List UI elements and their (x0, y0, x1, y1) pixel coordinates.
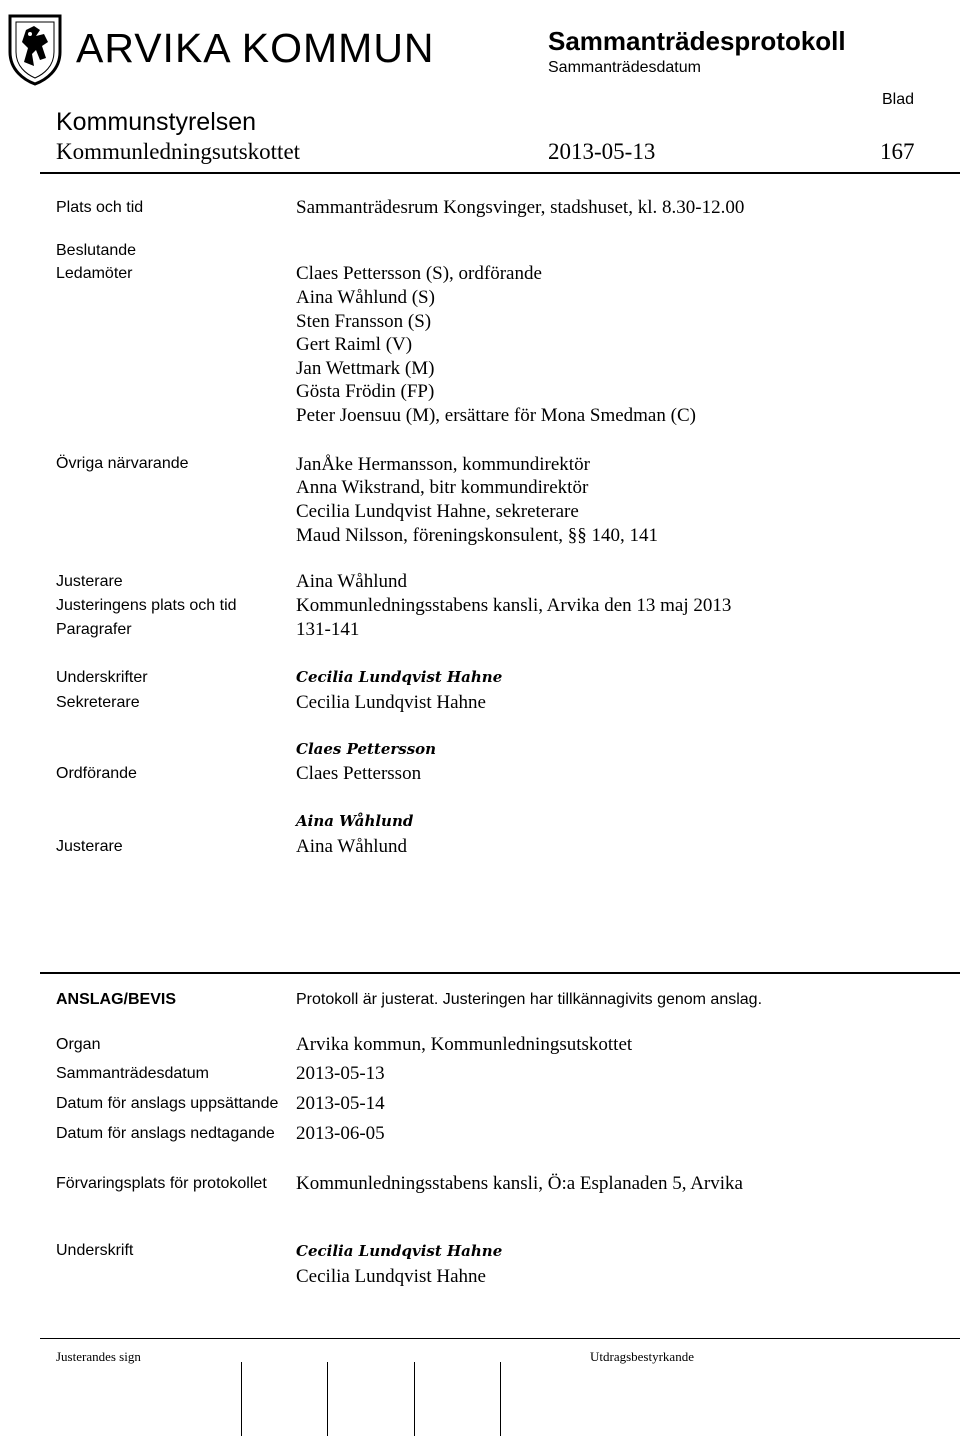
notice-statement: Protokoll är justerat. Justeringen har tillkännagivits genom anslag. (296, 991, 763, 1008)
member-item: Gösta Frödin (FP) (296, 381, 435, 402)
member-item: Claes Pettersson (S), ordförande (296, 263, 542, 284)
document-title: Sammanträdesprotokoll (548, 26, 846, 56)
member-item: Peter Joensuu (M), ersättare för Mona Smedman (C) (296, 405, 696, 426)
attendee-item: Cecilia Lundqvist Hahne, sekreterare (296, 501, 579, 522)
adjuster-name: Aina Wåhlund (296, 836, 407, 857)
meeting-date-label: Sammanträdesdatum (56, 1065, 209, 1082)
signatures-label: Underskrifter (56, 669, 148, 686)
adjust-place-label: Justeringens plats och tid (56, 597, 237, 614)
member-item: Aina Wåhlund (S) (296, 287, 435, 308)
notice-signature-name: Cecilia Lundqvist Hahne (296, 1266, 486, 1287)
posting-date-value: 2013-05-14 (296, 1093, 385, 1114)
others-label: Övriga närvarande (56, 455, 189, 472)
member-item: Jan Wettmark (M) (296, 358, 435, 379)
notice-divider (40, 972, 960, 974)
footer-box-line (414, 1362, 415, 1436)
adjuster-signature: Aina Wåhlund (296, 812, 414, 830)
deciding-label: Beslutande (56, 242, 137, 259)
adjusters-sign-label: Justerandes sign (56, 1349, 141, 1364)
chair-signature: Claes Pettersson (296, 740, 437, 758)
meeting-date: 2013-05-13 (548, 139, 656, 164)
members-label: Ledamöter (56, 265, 133, 282)
member-item: Gert Raiml (V) (296, 334, 413, 355)
adjuster-label: Justerare (56, 573, 123, 590)
footer-box-line (500, 1362, 501, 1436)
attendee-item: Maud Nilsson, föreningskonsulent, §§ 140, 141 (296, 525, 659, 546)
paragraphs-label: Paragrafer (56, 621, 132, 638)
paragraphs-value: 131-141 (296, 619, 360, 640)
notice-heading: ANSLAG/BEVIS (56, 991, 177, 1008)
place-value: Sammanträdesrum Kongsvinger, stadshuset, kl. 8.30-12.00 (296, 197, 745, 218)
place-label: Plats och tid (56, 199, 144, 216)
body-name: Kommunstyrelsen (56, 108, 257, 136)
footer-divider (40, 1338, 960, 1339)
secretary-name: Cecilia Lundqvist Hahne (296, 692, 486, 713)
adjust-place-value: Kommunledningsstabens kansli, Arvika den 13 maj 2013 (296, 595, 732, 616)
member-item: Sten Fransson (S) (296, 311, 432, 332)
adjuster-value: Aina Wåhlund (296, 571, 407, 592)
meeting-date-value: 2013-05-13 (296, 1063, 385, 1084)
extract-certification-label: Utdragsbestyrkande (590, 1349, 694, 1364)
secretary-label: Sekreterare (56, 694, 140, 711)
coat-of-arms-logo (6, 12, 64, 86)
adjuster-sign-label: Justerare (56, 838, 123, 855)
signature-label: Underskrift (56, 1242, 134, 1259)
posting-date-label: Datum för anslags uppsättande (56, 1095, 279, 1112)
page-number: 167 (880, 139, 915, 164)
footer-box-line (241, 1362, 242, 1436)
committee-name: Kommunledningsutskottet (56, 139, 301, 164)
storage-value: Kommunledningsstabens kansli, Ö:a Esplanaden 5, Arvika (296, 1173, 743, 1194)
organ-label: Organ (56, 1036, 101, 1053)
notice-signature: Cecilia Lundqvist Hahne (296, 1242, 503, 1260)
organization-name: ARVIKA KOMMUN (76, 25, 435, 71)
attendee-item: Anna Wikstrand, bitr kommundirektör (296, 477, 589, 498)
organ-value: Arvika kommun, Kommunledningsutskottet (296, 1034, 633, 1055)
chair-label: Ordförande (56, 765, 137, 782)
storage-label: Förvaringsplats för protokollet (56, 1175, 267, 1192)
removal-date-value: 2013-06-05 (296, 1123, 385, 1144)
attendee-item: JanÅke Hermansson, kommundirektör (296, 454, 590, 475)
chair-name: Claes Pettersson (296, 763, 422, 784)
removal-date-label: Datum för anslags nedtagande (56, 1125, 275, 1142)
document-subtitle: Sammanträdesdatum (548, 59, 701, 76)
footer-box-line (327, 1362, 328, 1436)
header-divider (40, 172, 960, 174)
page-label: Blad (882, 91, 915, 108)
secretary-signature: Cecilia Lundqvist Hahne (296, 668, 503, 686)
